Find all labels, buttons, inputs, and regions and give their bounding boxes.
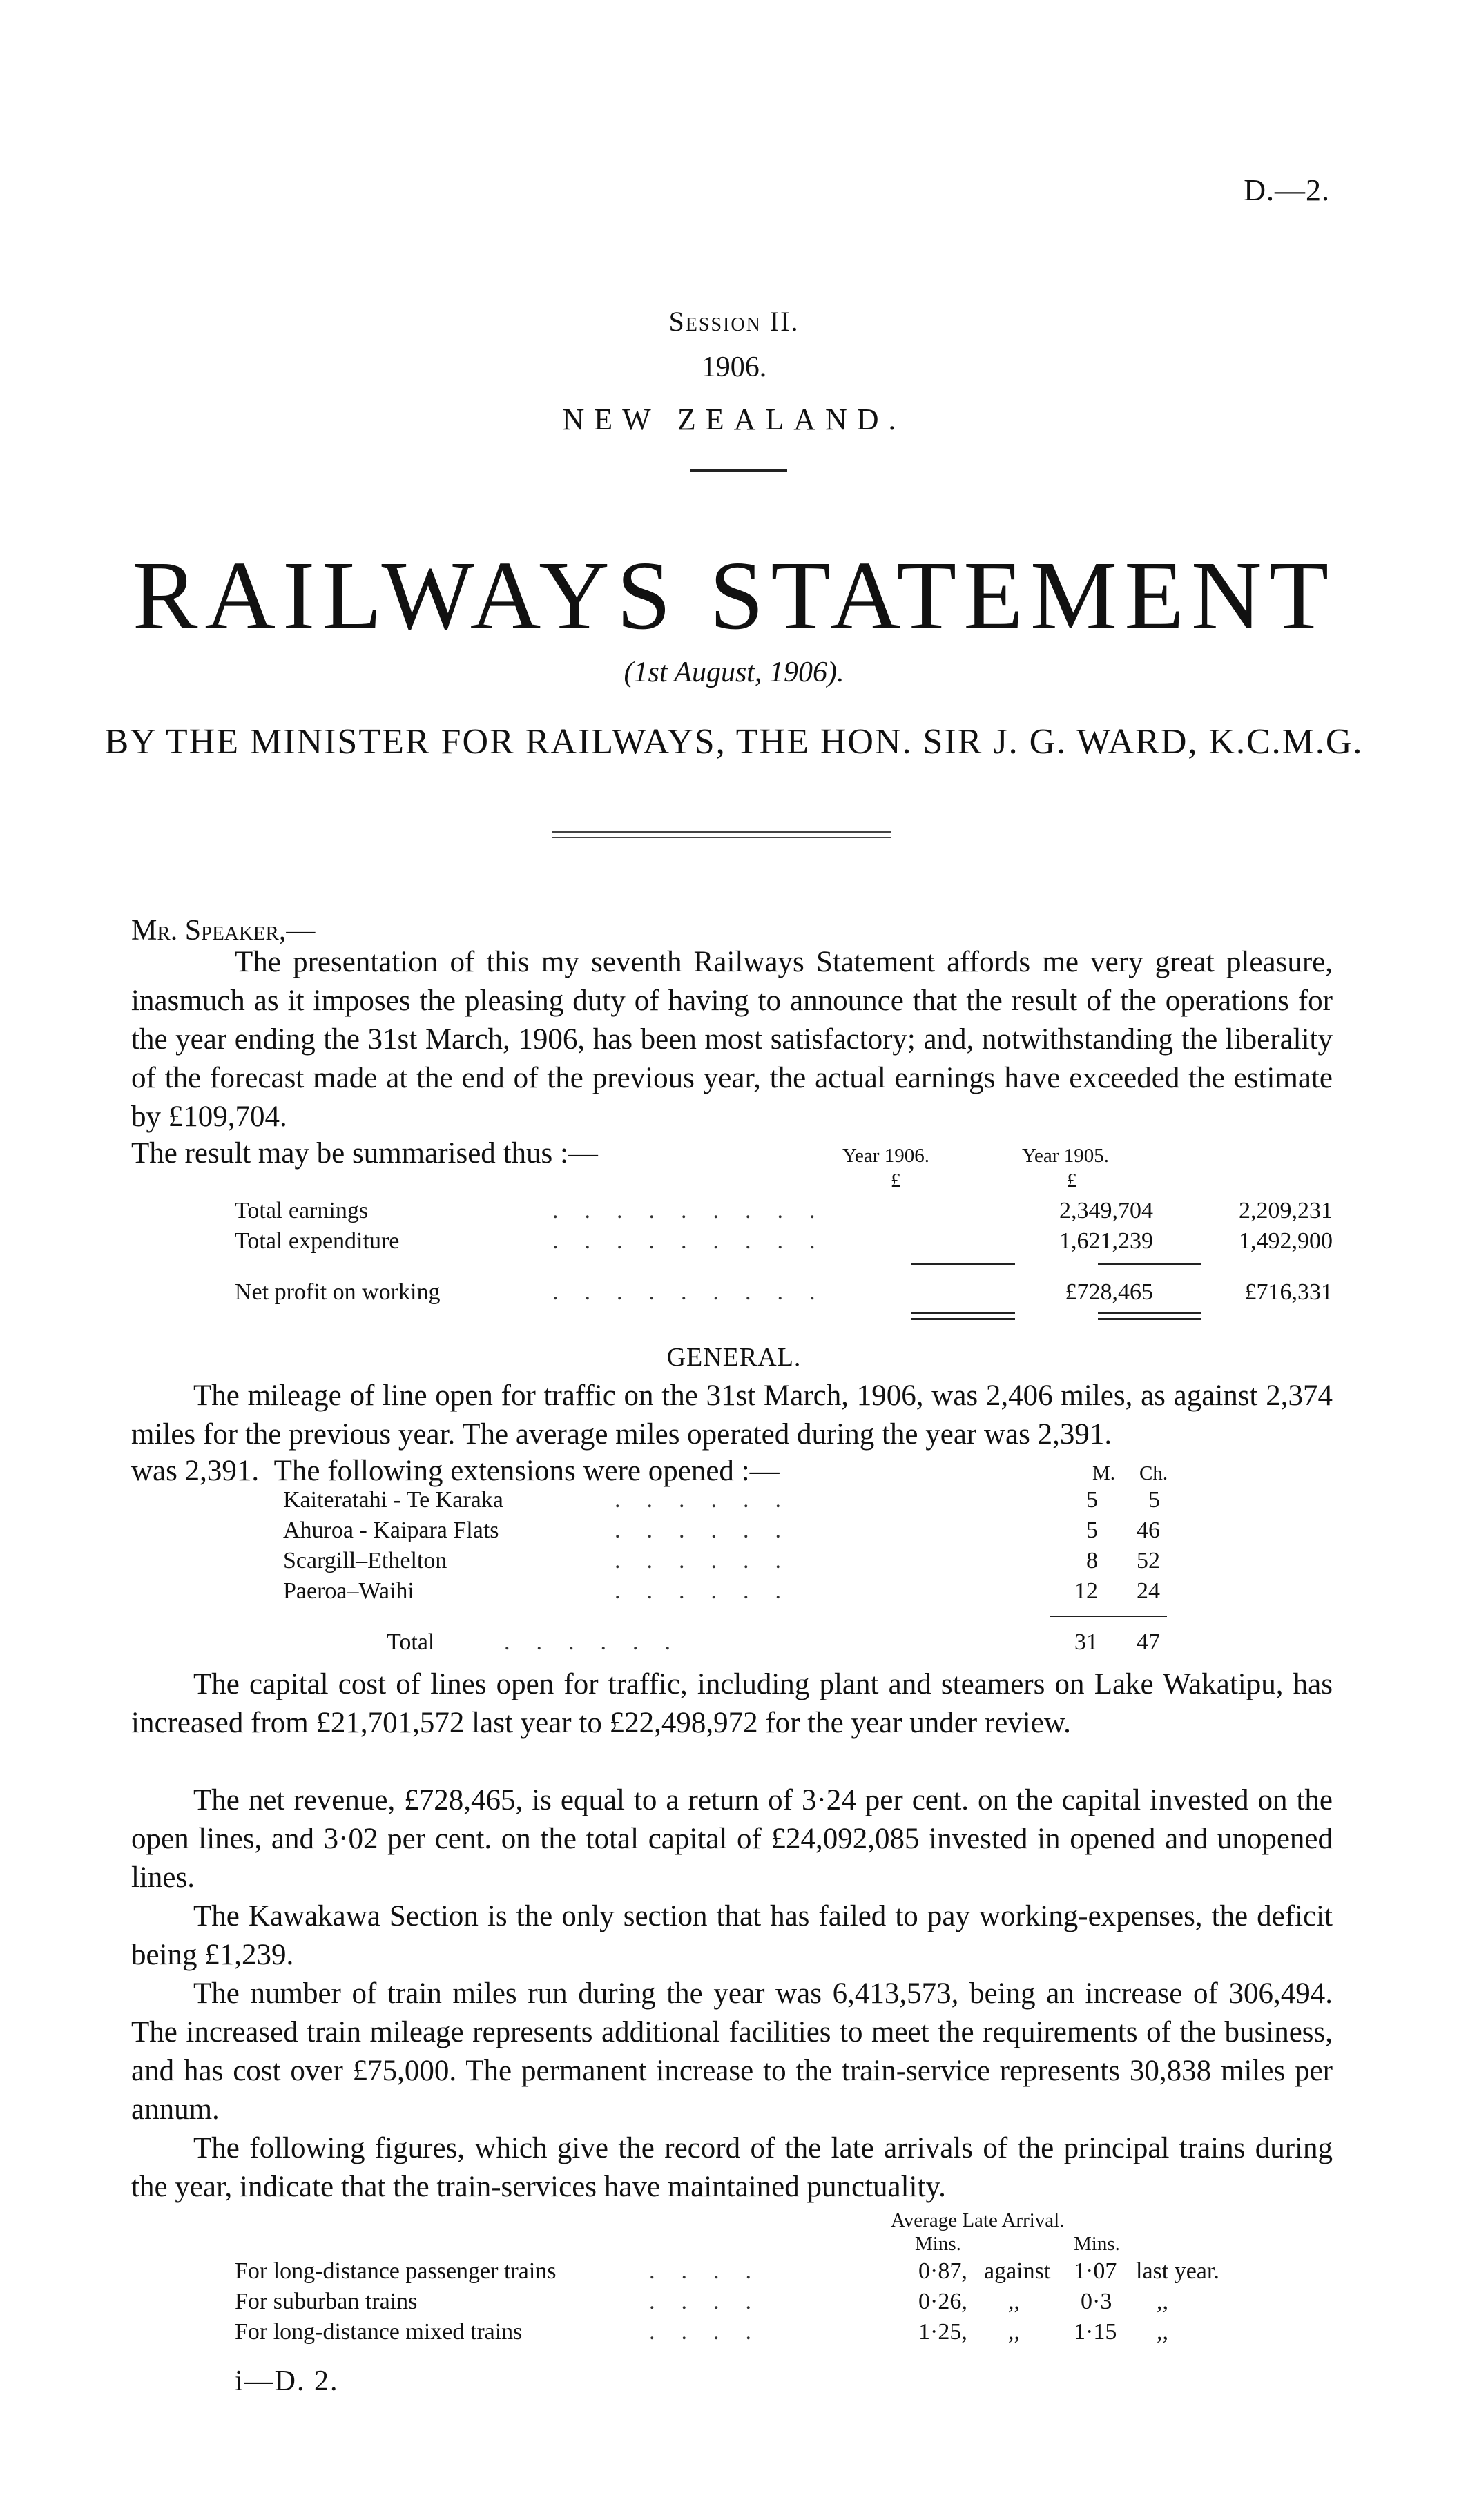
late-value-1906: 1·25, <box>918 2319 967 2345</box>
total-double-rule <box>911 1312 1015 1320</box>
paragraph-2-tail: The following extensions were opened :— <box>273 1455 780 1487</box>
late-arrival-heading: Average Late Arrival. <box>891 2209 1065 2231</box>
list-item: Kaiteratahi - Te Karaka ...... 5 5 <box>283 1487 1160 1513</box>
paragraph-2: The mileage of line open for traffic on the 31st March, 1906, was 2,406 miles, as against 2,374 miles for the previous year. The average miles operated during the year was 2,391. <box>131 1379 1333 1451</box>
greeting: Mr. Speaker,— <box>131 915 316 947</box>
value-1906: 1,621,239 <box>1059 1228 1153 1254</box>
table-row: For suburban trains .... 0·26, ,, 0·3 ,, <box>235 2287 1236 2317</box>
paragraph-1-last: The result may be summarised thus :— <box>131 1137 598 1170</box>
extension-chains: 24 <box>1137 1578 1160 1604</box>
list-item: Ahuroa - Kaipara Flats ...... 5 46 <box>283 1518 1160 1543</box>
paragraph-5: The Kawakawa Section is the only section that has failed to pay working-expenses, the deficit being £1,239. <box>131 1900 1333 1971</box>
document-reference: D.—2. <box>1244 173 1330 207</box>
list-item: Paeroa–Waihi ...... 12 24 <box>283 1578 1160 1604</box>
late-arrival-sub-1: Mins. <box>915 2233 961 2255</box>
late-value-1906: 0·87, <box>918 2258 967 2284</box>
page-title: RAILWAYS STATEMENT <box>132 541 1336 650</box>
value-1906: £728,465 <box>1065 1279 1153 1305</box>
extension-name: Kaiteratahi - Te Karaka <box>283 1487 503 1513</box>
extension-chains: 46 <box>1137 1518 1160 1543</box>
late-tail: ,, <box>1157 2319 1168 2345</box>
unit-1906: £ <box>891 1170 901 1192</box>
paragraph-2-last: was 2,391. The following extensions were opened :— <box>131 1455 780 1487</box>
late-value-1905: 1·07 <box>1074 2258 1117 2284</box>
extension-name: Ahuroa - Kaipara Flats <box>283 1518 499 1543</box>
extension-total-miles: 31 <box>1074 1629 1098 1655</box>
col-header-chains: Ch. <box>1139 1462 1168 1484</box>
sum-rule <box>1050 1616 1167 1617</box>
late-separator: ,, <box>1008 2289 1020 2314</box>
late-arrival-sub-2: Mins. <box>1074 2233 1120 2255</box>
row-label: For suburban trains <box>235 2289 418 2314</box>
extension-chains: 5 <box>1148 1487 1160 1513</box>
late-value-1906: 0·26, <box>918 2289 967 2314</box>
extension-name: Scargill–Ethelton <box>283 1548 447 1573</box>
list-item-total: Total ...... 31 47 <box>387 1629 1160 1655</box>
late-tail: last year. <box>1136 2258 1219 2284</box>
late-separator: ,, <box>1008 2319 1020 2345</box>
year-label: 1906. <box>701 351 767 383</box>
paragraph-4: The net revenue, £728,465, is equal to a return of 3·24 per cent. on the capital invested on the open lines, and 3·02 per cent. on the total capital of £24,092,085 invested in opened and unopened lines. <box>131 1784 1333 1894</box>
extension-miles: 5 <box>1086 1487 1098 1513</box>
statement-date: (1st August, 1906). <box>624 657 844 688</box>
row-label: Net profit on working <box>235 1279 441 1305</box>
country-label: NEW ZEALAND. <box>562 403 906 436</box>
paragraph-3: The capital cost of lines open for traffic, including plant and steamers on Lake Wakatipu, has increased from £21,701,572 last year to £22,498,972 for the year under review. <box>131 1668 1333 1739</box>
session-label: Session II. <box>668 306 800 337</box>
byline: BY THE MINISTER FOR RAILWAYS, THE HON. SIR J. G. WARD, K.C.M.G. <box>104 722 1364 762</box>
value-1905: £716,331 <box>1244 1279 1333 1305</box>
title-divider <box>690 469 787 472</box>
extension-total-chains: 47 <box>1137 1629 1160 1655</box>
table-row-net: Net profit on working ......... £728,465 £716,331 <box>235 1277 1236 1308</box>
total-double-rule <box>1098 1312 1201 1320</box>
page-footer-reference: i—D. 2. <box>235 2365 339 2397</box>
extension-miles: 5 <box>1086 1518 1098 1543</box>
extension-total-label: Total <box>387 1629 435 1655</box>
section-divider <box>552 831 891 838</box>
sum-rule <box>1098 1263 1201 1265</box>
col-header-1906: Year 1906. <box>842 1145 929 1167</box>
late-separator: against <box>984 2258 1051 2284</box>
extension-miles: 8 <box>1086 1548 1098 1573</box>
paragraph-7: The following figures, which give the record of the late arrivals of the principal trains during the year, indicate that the train-services have maintained punctuality. <box>131 2132 1333 2203</box>
row-label: For long-distance passenger trains <box>235 2258 557 2284</box>
late-tail: ,, <box>1157 2289 1168 2314</box>
extension-miles: 12 <box>1074 1578 1098 1604</box>
table-row: Total expenditure ......... 1,621,239 1,492,900 <box>235 1226 1236 1257</box>
row-label: Total earnings <box>235 1198 369 1223</box>
value-1905: 2,209,231 <box>1239 1198 1333 1223</box>
late-value-1905: 1·15 <box>1074 2319 1117 2345</box>
sum-rule <box>911 1263 1015 1265</box>
unit-1905: £ <box>1067 1170 1077 1192</box>
col-header-1905: Year 1905. <box>1022 1145 1109 1167</box>
table-row: Total earnings ......... 2,349,704 2,209,231 <box>235 1196 1236 1226</box>
value-1905: 1,492,900 <box>1239 1228 1333 1254</box>
paragraph-6: The number of train miles run during the year was 6,413,573, being an increase of 306,494. The increased train mileage represents additional facilities to meet the requirements of the business, and has cost over £75,000. The permanent increase to the train-service represents 30,838 miles per annum. <box>131 1977 1333 2126</box>
extension-name: Paeroa–Waihi <box>283 1578 414 1604</box>
extension-chains: 52 <box>1137 1548 1160 1573</box>
col-header-miles: M. <box>1092 1462 1116 1484</box>
list-item: Scargill–Ethelton ...... 8 52 <box>283 1548 1160 1573</box>
paragraph-1: The presentation of this my seventh Railways Statement affords me very great pleasure, inasmuch as it imposes the pleasing duty of having to announce that the result of the operations for the year ending the 31st March, 1906, has been most satisfactory; and, notwithstanding the liberality of the forecast made at the end of the previous year, the actual earnings have exceeded the estimate by £109,704. <box>131 946 1333 1133</box>
row-label: For long-distance mixed trains <box>235 2319 523 2345</box>
table-row: For long-distance passenger trains .... 0·87, against 1·07 last year. <box>235 2256 1236 2287</box>
value-1906: 2,349,704 <box>1059 1198 1153 1223</box>
table-row: For long-distance mixed trains .... 1·25, ,, 1·15 ,, <box>235 2317 1236 2347</box>
section-heading-general: GENERAL. <box>666 1343 802 1372</box>
row-label: Total expenditure <box>235 1228 400 1254</box>
late-value-1905: 0·3 <box>1081 2289 1112 2314</box>
